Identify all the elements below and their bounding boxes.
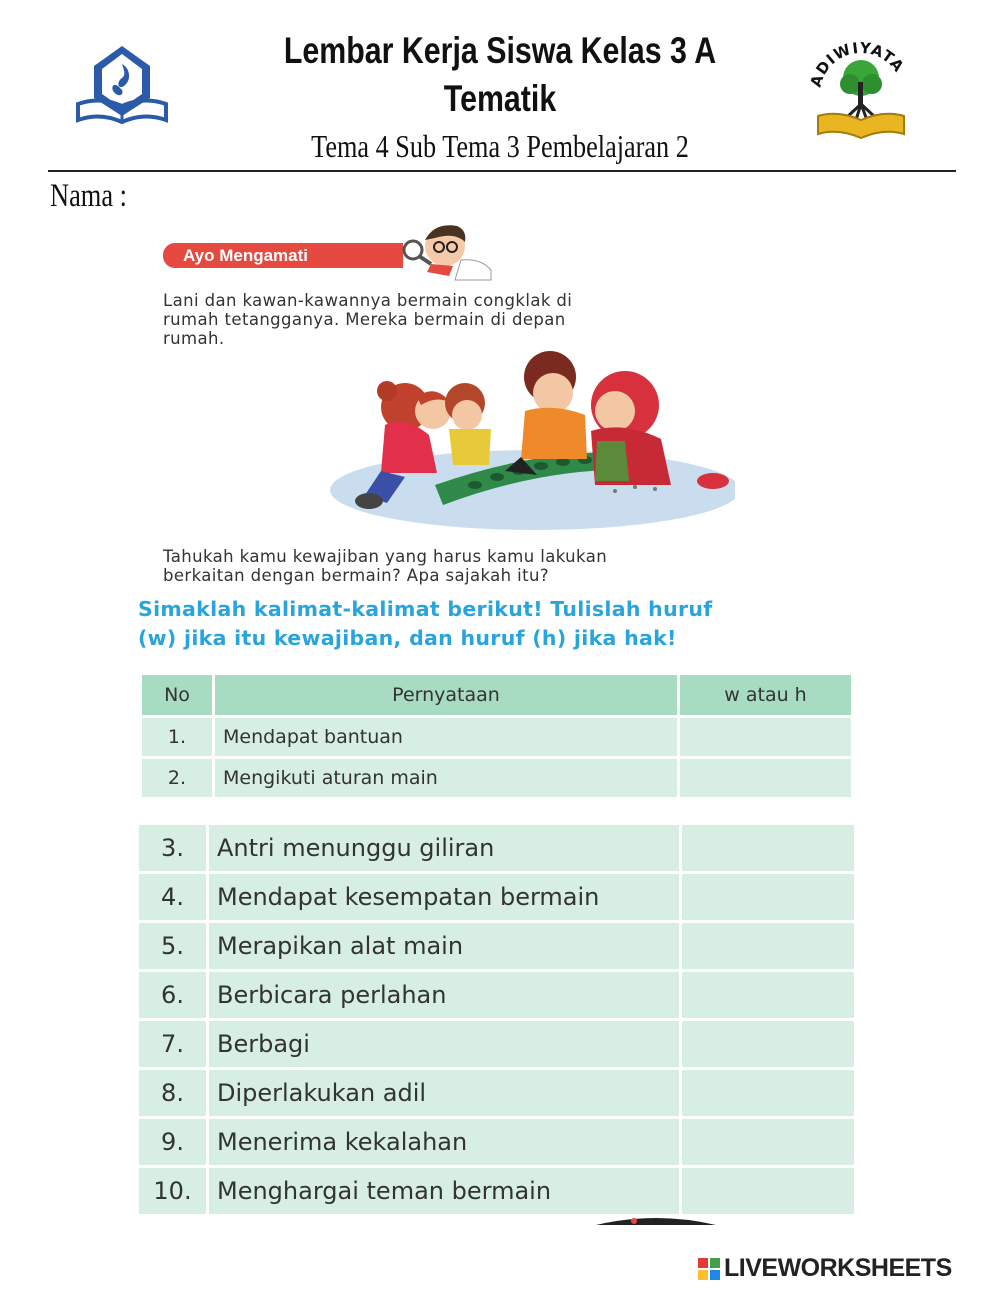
row-number: 4.: [139, 874, 206, 920]
header-pernyataan: Pernyataan: [215, 675, 677, 715]
table-row: [139, 1021, 854, 1067]
row-statement: Menghargai teman bermain: [209, 1168, 679, 1214]
statement-table-bottom: [136, 822, 857, 1217]
table-row: [139, 1168, 854, 1214]
row-number: 8.: [139, 1070, 206, 1116]
instruction-line: (w) jika itu kewajiban, dan huruf (h) jika hak!: [138, 626, 677, 650]
row-statement: Mendapat bantuan: [215, 718, 677, 756]
table-row: [142, 759, 851, 797]
adiwiyata-logo-text: ADIWIYATA: [806, 38, 908, 90]
answer-cell[interactable]: [682, 874, 854, 920]
row-statement: Diperlakukan adil: [209, 1070, 679, 1116]
school-logo: [72, 42, 172, 128]
row-number: 2.: [142, 759, 212, 797]
intro-line: rumah.: [163, 329, 225, 348]
intro-line: Lani dan kawan-kawannya bermain congklak di: [163, 291, 573, 310]
table-row: [139, 923, 854, 969]
answer-cell[interactable]: [682, 1119, 854, 1165]
table-row: [139, 1070, 854, 1116]
instruction-text: [138, 595, 898, 653]
answer-cell[interactable]: [680, 718, 851, 756]
table-header-row: [142, 675, 851, 715]
row-number: 7.: [139, 1021, 206, 1067]
row-number: 10.: [139, 1168, 206, 1214]
worksheet-title: Lembar Kerja Siswa Kelas 3 A: [283, 30, 717, 71]
name-label: Nama :: [50, 178, 127, 214]
answer-cell[interactable]: [682, 923, 854, 969]
question-paragraph: [163, 547, 863, 585]
answer-cell[interactable]: [682, 1168, 854, 1214]
table-row: [139, 874, 854, 920]
row-number: 5.: [139, 923, 206, 969]
intro-paragraph: [163, 291, 843, 348]
answer-cell[interactable]: [682, 972, 854, 1018]
table-row: [142, 718, 851, 756]
liveworksheets-icon: [698, 1258, 720, 1280]
row-statement: Berbicara perlahan: [209, 972, 679, 1018]
answer-cell[interactable]: [682, 1021, 854, 1067]
worksheet-topic: Tema 4 Sub Tema 3 Pembelajaran 2: [311, 128, 689, 164]
question-line: berkaitan dengan bermain? Apa sajakah itu?: [163, 566, 550, 585]
worksheet-subject: Tematik: [443, 78, 557, 119]
ayo-mengamati-badge: Ayo Mengamati: [163, 243, 403, 268]
question-line: Tahukah kamu kewajiban yang harus kamu lakukan: [163, 547, 608, 566]
table-row: [139, 1119, 854, 1165]
header-w-atau-h: w atau h: [680, 675, 851, 715]
header-divider: [48, 170, 956, 172]
statement-table-top: [139, 672, 854, 800]
decorative-shape: [596, 1212, 716, 1222]
row-statement: Menerima kekalahan: [209, 1119, 679, 1165]
table-row: [139, 972, 854, 1018]
boy-magnifier-illustration: [395, 220, 505, 282]
instruction-line: Simaklah kalimat-kalimat berikut! Tulislah huruf: [138, 597, 713, 621]
answer-cell[interactable]: [680, 759, 851, 797]
children-playing-congklak-illustration: [325, 345, 735, 533]
row-number: 9.: [139, 1119, 206, 1165]
header-no: No: [142, 675, 212, 715]
row-statement: Mengikuti aturan main: [215, 759, 677, 797]
liveworksheets-brand: LIVEWORKSHEETS: [724, 1254, 952, 1282]
row-number: 1.: [142, 718, 212, 756]
row-statement: Merapikan alat main: [209, 923, 679, 969]
answer-cell[interactable]: [682, 825, 854, 871]
row-statement: Mendapat kesempatan bermain: [209, 874, 679, 920]
row-statement: Antri menunggu giliran: [209, 825, 679, 871]
answer-cell[interactable]: [682, 1070, 854, 1116]
adiwiyata-logo: [806, 38, 916, 146]
intro-line: rumah tetangganya. Mereka bermain di depan: [163, 310, 566, 329]
row-number: 3.: [139, 825, 206, 871]
row-number: 6.: [139, 972, 206, 1018]
table-row: [139, 825, 854, 871]
row-statement: Berbagi: [209, 1021, 679, 1067]
